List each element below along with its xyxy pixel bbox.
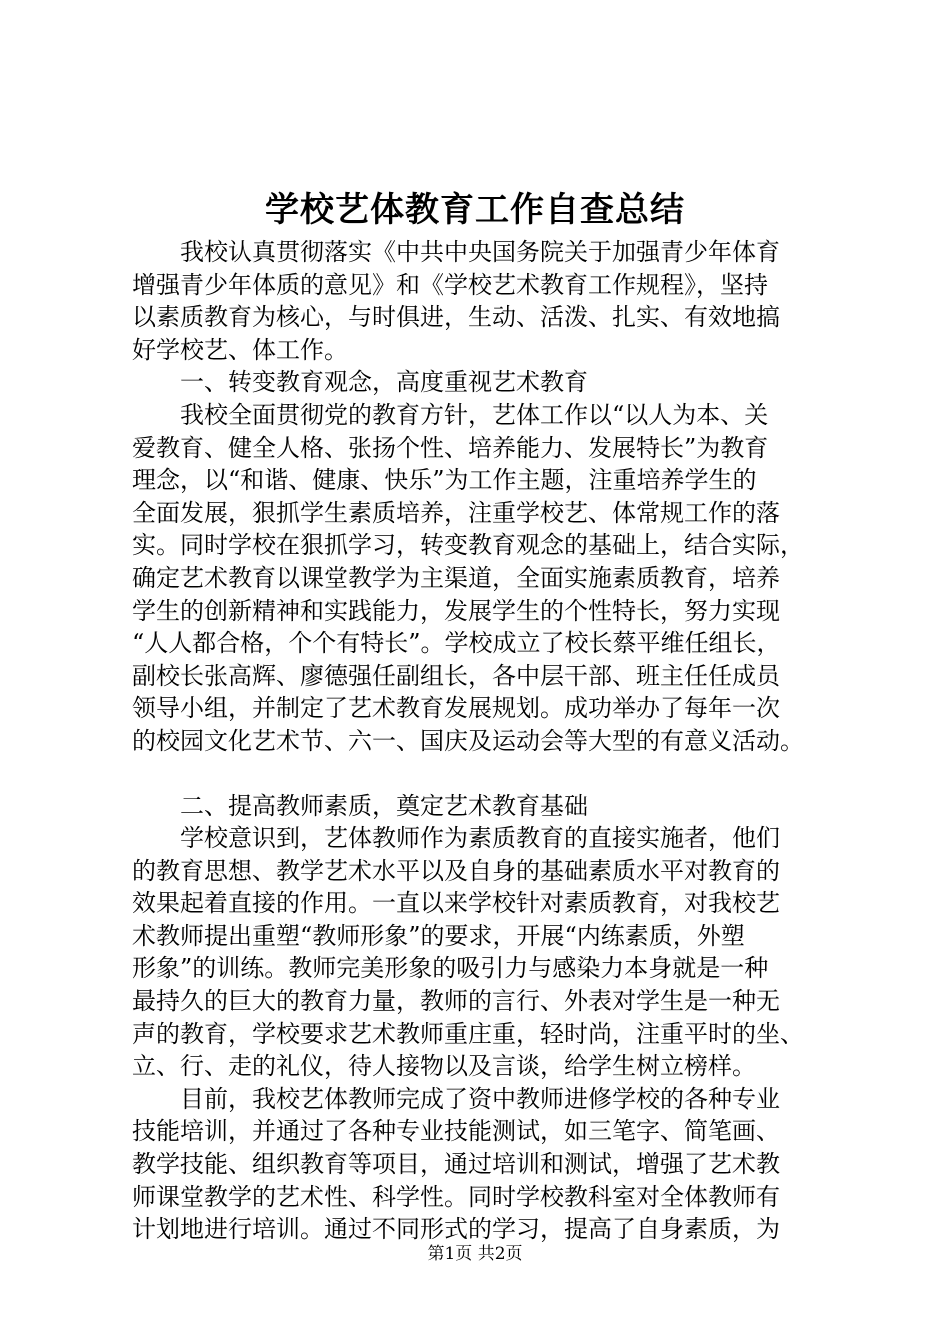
text-line: 副校长张高辉、廖德强任副组长，各中层干部、班主任任成员 bbox=[132, 661, 780, 690]
text-line: 的校园文化艺术节、六一、国庆及运动会等大型的有意义活动。 bbox=[132, 726, 804, 755]
paragraph-section-2-cont bbox=[132, 1083, 832, 1246]
text-line: 我校认真贯彻落实《中共中央国务院关于加强青少年体育 bbox=[180, 238, 780, 266]
text-line: 理念，以“和谐、健康、快乐”为工作主题，注重培养学生的 bbox=[132, 466, 757, 495]
text-line: 我校全面贯彻党的教育方针，艺体工作以“以人为本、关 bbox=[180, 400, 769, 429]
document-title: 学校艺体教育工作自查总结 bbox=[265, 190, 685, 230]
paragraph-gap bbox=[132, 758, 832, 790]
section-heading-2: 二、提高教师素质，奠定艺术教育基础 bbox=[180, 791, 588, 820]
paragraph-section-2 bbox=[132, 822, 832, 1083]
text-line: 术教师提出重塑“教师形象”的要求，开展“内练素质，外塑 bbox=[132, 921, 745, 950]
section-heading-1: 一、转变教育观念，高度重视艺术教育 bbox=[180, 368, 588, 397]
paragraph-section-1 bbox=[132, 399, 832, 758]
text-line: 增强青少年体质的意见》和《学校艺术教育工作规程》，坚持 bbox=[132, 270, 768, 299]
text-line: 效果起着直接的作用。一直以来学校针对素质教育，对我校艺 bbox=[132, 889, 780, 918]
text-line: 计划地进行培训。通过不同形式的学习，提高了自身素质，为 bbox=[132, 1215, 780, 1244]
text-line: 目前，我校艺体教师完成了资中教师进修学校的各种专业 bbox=[180, 1084, 780, 1113]
text-line: 爱教育、健全人格、张扬个性、培养能力、发展特长”为教育 bbox=[132, 433, 769, 462]
text-line: 领导小组，并制定了艺术教育发展规划。成功举办了每年一次 bbox=[132, 694, 780, 723]
page-footer: 第1页 共2页 bbox=[427, 1244, 523, 1264]
text-line: 学生的创新精神和实践能力，发展学生的个性特长，努力实现 bbox=[132, 596, 780, 625]
document-body bbox=[132, 236, 832, 1246]
text-line: 声的教育，学校要求艺术教师重庄重，轻时尚，注重平时的坐、 bbox=[132, 1019, 804, 1048]
text-line: 确定艺术教育以课堂教学为主渠道，全面实施素质教育，培养 bbox=[132, 563, 780, 592]
text-line: 以素质教育为核心，与时俱进，生动、活泼、扎实、有效地搞 bbox=[132, 303, 780, 332]
text-line: 形象”的训练。教师完美形象的吸引力与感染力本身就是一种 bbox=[132, 954, 769, 983]
text-line: 学校意识到，艺体教师作为素质教育的直接实施者，他们 bbox=[180, 824, 780, 853]
text-line: 教学技能、组织教育等项目，通过培训和测试，增强了艺术教 bbox=[132, 1150, 780, 1179]
text-line: 立、行、走的礼仪，待人接物以及言谈，给学生树立榜样。 bbox=[132, 1052, 756, 1081]
text-line: 最持久的巨大的教育力量，教师的言行、外表对学生是一种无 bbox=[132, 987, 780, 1016]
text-line: 技能培训，并通过了各种专业技能测试，如三笔字、简笔画、 bbox=[132, 1117, 780, 1146]
text-line: 实。同时学校在狠抓学习，转变教育观念的基础上，结合实际， bbox=[132, 531, 804, 560]
paragraph-intro bbox=[132, 236, 832, 366]
text-line: 师课堂教学的艺术性、科学性。同时学校教科室对全体教师有 bbox=[132, 1182, 780, 1211]
text-line: 好学校艺、体工作。 bbox=[132, 335, 348, 364]
text-line: 全面发展，狠抓学生素质培养，注重学校艺、体常规工作的落 bbox=[132, 498, 780, 527]
text-line: 的教育思想、教学艺术水平以及自身的基础素质水平对教育的 bbox=[132, 856, 780, 885]
text-line: “人人都合格，个个有特长”。学校成立了校长蔡平维任组长， bbox=[132, 629, 781, 658]
